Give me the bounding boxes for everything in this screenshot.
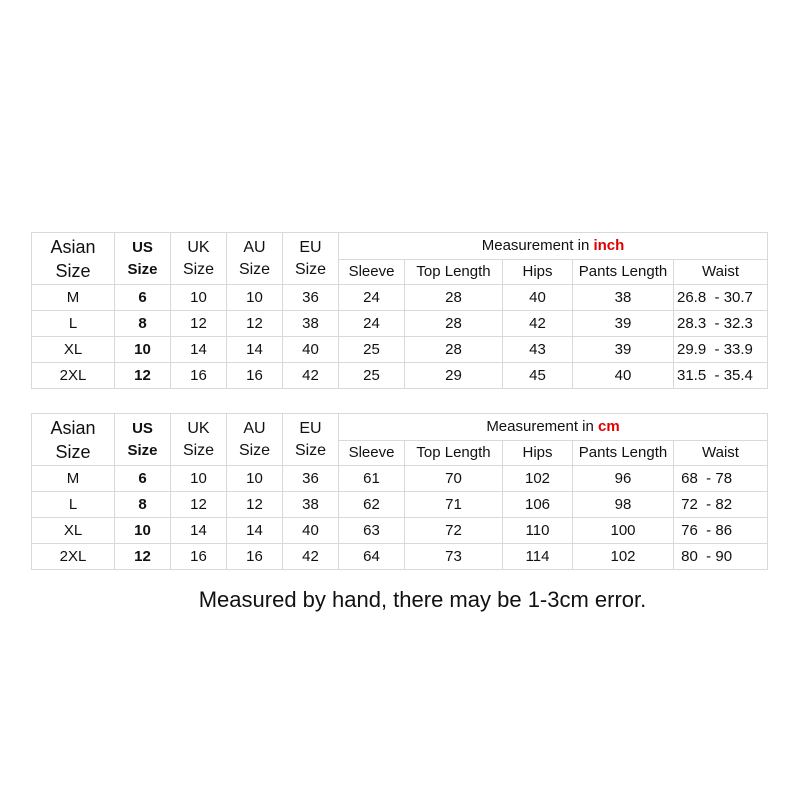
table-cell: 76 - 86: [674, 518, 768, 544]
table-cell: 12: [227, 492, 283, 518]
table-cell: 61: [339, 466, 405, 492]
unit-label: inch: [593, 237, 625, 254]
table-row: [32, 337, 768, 363]
table-cell: 42: [283, 544, 339, 570]
column-header: Top Length: [405, 260, 503, 285]
table-cell: 39: [573, 337, 674, 363]
table-row: [32, 311, 768, 337]
column-header: Waist: [674, 260, 768, 285]
table-cell: 6: [115, 466, 171, 492]
table-cell: 8: [115, 311, 171, 337]
table-cell: 16: [171, 544, 227, 570]
column-header: Sleeve: [339, 441, 405, 466]
table-cell: 10: [115, 337, 171, 363]
column-header: Top Length: [405, 441, 503, 466]
table-cell: 70: [405, 466, 503, 492]
column-header: Sleeve: [339, 260, 405, 285]
table-cell: 98: [573, 492, 674, 518]
table-cell: 14: [171, 337, 227, 363]
header-measurement: Measurement in cm: [339, 414, 768, 441]
table-cell: 36: [283, 466, 339, 492]
column-header: Hips: [503, 260, 573, 285]
table-cell: 2XL: [32, 544, 115, 570]
table-cell: 10: [115, 518, 171, 544]
table-cell: 40: [503, 285, 573, 311]
table-cell: 12: [115, 363, 171, 389]
table-cell: 25: [339, 363, 405, 389]
table-cell: 16: [171, 363, 227, 389]
table-cell: L: [32, 492, 115, 518]
table-cell: 68 - 78: [674, 466, 768, 492]
table-cell: 38: [283, 492, 339, 518]
table-cell: 16: [227, 363, 283, 389]
column-header: Hips: [503, 441, 573, 466]
table-cell: 14: [227, 518, 283, 544]
table-row: [32, 466, 768, 492]
header-au-size: AU Size: [227, 233, 283, 285]
table-cell: 14: [227, 337, 283, 363]
table-cell: 96: [573, 466, 674, 492]
table-cell: 45: [503, 363, 573, 389]
header-uk-size: UK Size: [171, 414, 227, 466]
table-cell: 100: [573, 518, 674, 544]
table-cell: 40: [283, 518, 339, 544]
table-cell: 64: [339, 544, 405, 570]
table-cell: 12: [227, 311, 283, 337]
table-cell: 72 - 82: [674, 492, 768, 518]
column-header: Pants Length: [573, 260, 674, 285]
table-row: [32, 363, 768, 389]
table-cell: L: [32, 311, 115, 337]
table-cell: 110: [503, 518, 573, 544]
table-cell: 12: [171, 311, 227, 337]
table-row: [32, 518, 768, 544]
table-cell: 24: [339, 285, 405, 311]
table-cell: 114: [503, 544, 573, 570]
table-cell: 38: [283, 311, 339, 337]
table-cell: 26.8 - 30.7: [674, 285, 768, 311]
table-cell: M: [32, 285, 115, 311]
size-table-cm: [31, 413, 768, 570]
table-cell: 6: [115, 285, 171, 311]
table-cell: XL: [32, 518, 115, 544]
table-cell: 102: [573, 544, 674, 570]
table-cell: 40: [283, 337, 339, 363]
header-eu-size: EU Size: [283, 414, 339, 466]
table-cell: 63: [339, 518, 405, 544]
header-asian-size: Asian Size: [32, 233, 115, 285]
table-cell: 38: [573, 285, 674, 311]
header-asian-size: Asian Size: [32, 414, 115, 466]
table-cell: 39: [573, 311, 674, 337]
table-cell: 12: [115, 544, 171, 570]
table-cell: 102: [503, 466, 573, 492]
table-cell: 72: [405, 518, 503, 544]
table-cell: 2XL: [32, 363, 115, 389]
table-cell: M: [32, 466, 115, 492]
header-us-size: US Size: [115, 233, 171, 285]
header-uk-size: UK Size: [171, 233, 227, 285]
header-us-size: US Size: [115, 414, 171, 466]
table-cell: 14: [171, 518, 227, 544]
header-au-size: AU Size: [227, 414, 283, 466]
table-cell: 73: [405, 544, 503, 570]
table-row: [32, 285, 768, 311]
table-cell: 40: [573, 363, 674, 389]
table-cell: 10: [171, 285, 227, 311]
table-cell: 8: [115, 492, 171, 518]
table-cell: 28: [405, 285, 503, 311]
table-cell: 10: [227, 285, 283, 311]
unit-label: cm: [598, 418, 620, 435]
table-cell: 16: [227, 544, 283, 570]
table-row: [32, 492, 768, 518]
column-header: Waist: [674, 441, 768, 466]
table-cell: 31.5 - 35.4: [674, 363, 768, 389]
size-table-inch: [31, 232, 768, 389]
table-cell: 106: [503, 492, 573, 518]
table-cell: 29: [405, 363, 503, 389]
header-eu-size: EU Size: [283, 233, 339, 285]
table-row: [32, 544, 768, 570]
header-measurement: Measurement in inch: [339, 233, 768, 260]
table-cell: 24: [339, 311, 405, 337]
table-cell: 10: [227, 466, 283, 492]
table-cell: 36: [283, 285, 339, 311]
table-cell: 28.3 - 32.3: [674, 311, 768, 337]
table-cell: 28: [405, 311, 503, 337]
table-cell: 71: [405, 492, 503, 518]
table-cell: 10: [171, 466, 227, 492]
column-header: Pants Length: [573, 441, 674, 466]
table-cell: XL: [32, 337, 115, 363]
measurement-note: Measured by hand, there may be 1-3cm error.: [198, 587, 647, 612]
table-cell: 28: [405, 337, 503, 363]
table-cell: 62: [339, 492, 405, 518]
table-cell: 43: [503, 337, 573, 363]
table-cell: 42: [503, 311, 573, 337]
table-cell: 80 - 90: [674, 544, 768, 570]
table-cell: 29.9 - 33.9: [674, 337, 768, 363]
table-cell: 12: [171, 492, 227, 518]
table-cell: 42: [283, 363, 339, 389]
table-cell: 25: [339, 337, 405, 363]
